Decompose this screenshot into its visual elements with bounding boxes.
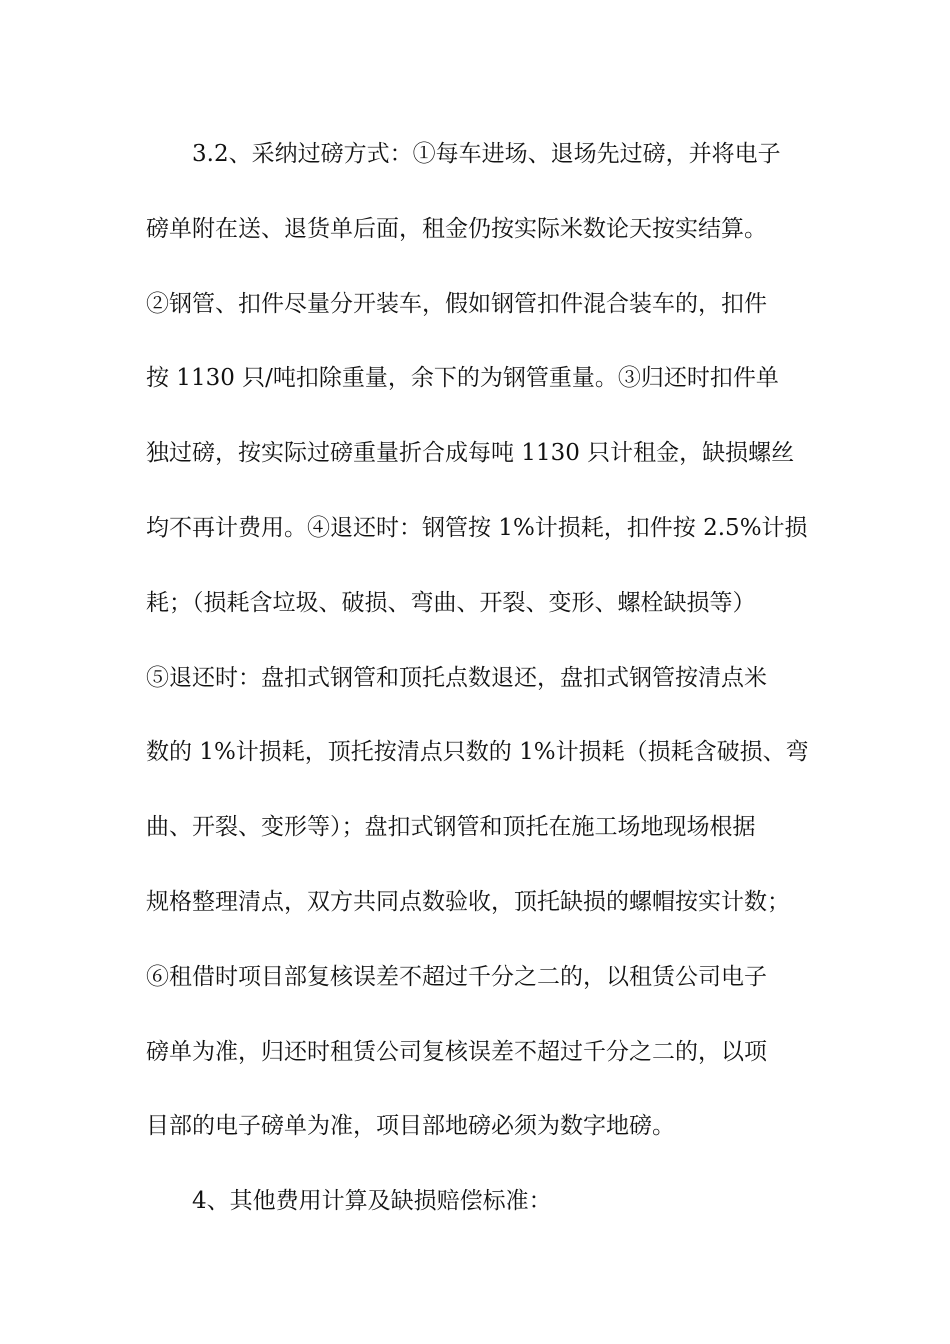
paragraph-line-10: 曲、开裂、变形等）；盘扣式钢管和顶托在施工场地现场根据 bbox=[146, 814, 756, 841]
paragraph-line-8: ⑤退还时：盘扣式钢管和顶托点数退还，盘扣式钢管按清点米 bbox=[146, 664, 767, 691]
paragraph-line-14: 目部的电子磅单为准，项目部地磅必须为数字地磅。 bbox=[146, 1113, 675, 1140]
paragraph-line-3: ②钢管、扣件尽量分开装车，假如钢管扣件混合装车的，扣件 bbox=[146, 290, 767, 317]
section-heading-4: 4、其他费用计算及缺损赔偿标准： bbox=[192, 1188, 552, 1215]
paragraph-line-4: 按 1130 只/吨扣除重量，余下的为钢管重量。③归还时扣件单 bbox=[146, 365, 779, 392]
paragraph-line-1: 3.2、采纳过磅方式：①每车进场、退场先过磅，并将电子 bbox=[192, 141, 781, 167]
paragraph-line-11: 规格整理清点，双方共同点数验收，顶托缺损的螺帽按实计数； bbox=[146, 888, 790, 915]
paragraph-line-6: 均不再计费用。④退还时：钢管按 1%计损耗，扣件按 2.5%计损 bbox=[146, 514, 808, 541]
paragraph-line-12: ⑥租借时项目部复核误差不超过千分之二的，以租赁公司电子 bbox=[146, 963, 767, 990]
paragraph-line-2: 磅单附在送、退货单后面，租金仍按实际米数论天按实结算。 bbox=[146, 215, 767, 242]
paragraph-line-13: 磅单为准，归还时租赁公司复核误差不超过千分之二的，以项 bbox=[146, 1038, 767, 1065]
paragraph-line-7: 耗；（损耗含垃圾、破损、弯曲、开裂、变形、螺栓缺损等） bbox=[146, 589, 756, 616]
paragraph-line-9: 数的 1%计损耗，顶托按清点只数的 1%计损耗（损耗含破损、弯 bbox=[146, 739, 809, 766]
paragraph-line-5: 独过磅，按实际过磅重量折合成每吨 1130 只计租金，缺损螺丝 bbox=[146, 440, 795, 467]
document-body bbox=[146, 132, 826, 1254]
